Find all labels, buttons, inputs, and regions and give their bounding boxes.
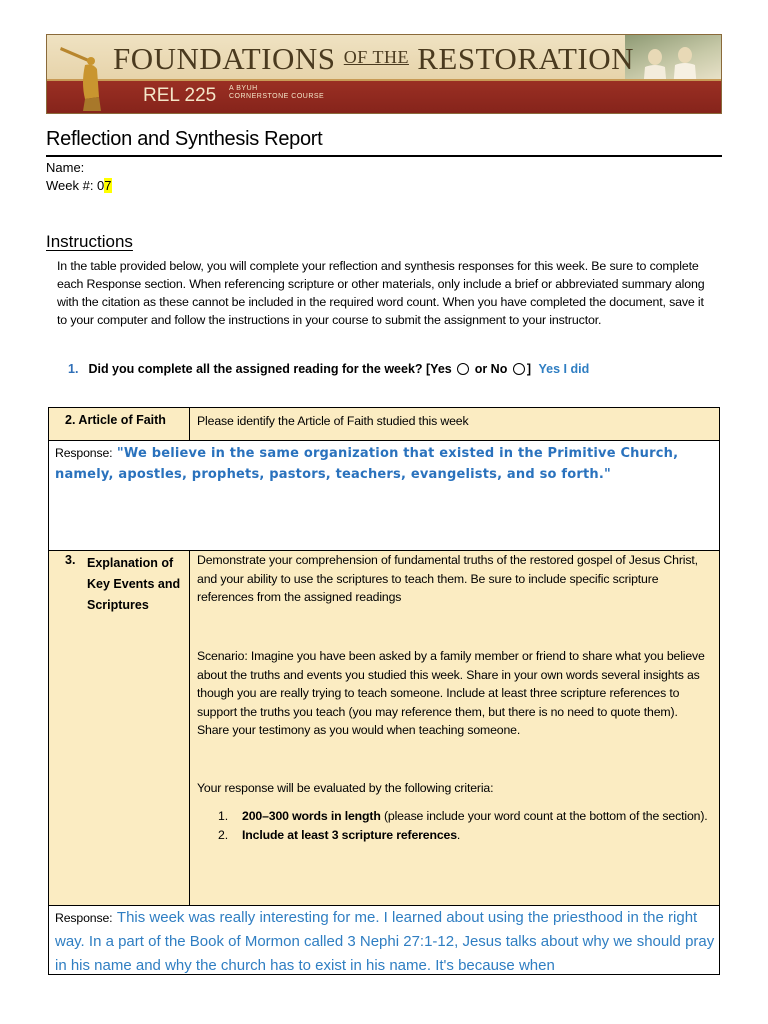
week-line	[46, 178, 112, 193]
key-events-criteria-intro: Your response will be evaluated by the following criteria:	[197, 781, 494, 795]
report-title: Reflection and Synthesis Report	[46, 128, 323, 150]
response-label: Response:	[55, 446, 113, 460]
question-number: 1.	[68, 362, 79, 376]
week-label: Week #: 0	[46, 178, 105, 193]
article-of-faith-response	[55, 443, 705, 485]
criteria-rest: .	[456, 827, 461, 842]
question-text: Did you complete all the assigned reading for the week? [Yes	[88, 362, 452, 376]
article-of-faith-label-cell	[48, 407, 190, 441]
name-label: Name:	[46, 160, 85, 175]
question-or-no: or No	[474, 362, 508, 376]
instructions-body: In the table provided below, you will complete your reflection and synthesis responses for this week. Be sure to complete each Response section. When referencing scripture or other materials, only include a brief or abbreviated summary along with the citation as these cannot be included in the required word count. When you have completed the document, save it to your computer and follow the instructions in your course to submit the assignment to your instructor.	[57, 259, 705, 327]
criteria-rest: (please include your word count at the bottom of the section).	[380, 809, 708, 823]
criteria-item	[218, 826, 708, 845]
criteria-bold: 200–300 words in length	[242, 809, 381, 823]
banner-title-part2: RESTORATION	[408, 41, 634, 76]
banner-title	[113, 41, 633, 81]
article-of-faith-response-cell[interactable]	[48, 440, 720, 551]
key-events-label-cell	[48, 550, 190, 906]
key-events-response-cell[interactable]	[48, 905, 720, 975]
title-rule	[46, 155, 722, 157]
criteria-bold: Include at least 3 scripture references	[242, 827, 457, 842]
course-banner	[46, 34, 722, 114]
course-code: REL 225	[143, 85, 217, 106]
no-radio[interactable]	[513, 363, 525, 375]
question-close-bracket: ]	[526, 362, 531, 376]
instructions-heading: Instructions	[46, 232, 133, 251]
criteria-item	[218, 807, 708, 826]
criteria-list	[218, 807, 708, 844]
reading-answer: Yes I did	[538, 362, 590, 376]
course-sub-line2: CORNERSTONE COURSE	[229, 93, 325, 100]
course-sub-line1: A BYUH	[229, 85, 258, 92]
banner-title-part1: FOUNDATIONS	[113, 41, 344, 76]
key-events-number: 3.	[65, 553, 76, 567]
article-of-faith-response-text: "We believe in the same organization that existed in the Primitive Church, namely, apostles, prophets, pastors, teachers, evangelists, and so forth."	[55, 446, 679, 482]
article-of-faith-prompt: Please identify the Article of Faith studied this week	[197, 414, 469, 428]
key-events-response-text: This week was really interesting for me. I learned about using the priesthood in the right way. In a part of the Book of Mormon called 3 Nephi 27:1-12, Jesus talks about why we should pray in his name and why the church has to exist in his name. It's because when	[55, 909, 715, 974]
article-of-faith-label: 2. Article of Faith	[65, 413, 166, 427]
banner-title-small: OF THE	[343, 47, 409, 67]
angel-moroni-logo	[55, 39, 111, 113]
week-value: 7	[104, 178, 112, 193]
key-events-scenario: Scenario: Imagine you have been asked by a family member or friend to share what you believe about the truths and events you studied this week. Share in your own words several insights as though you are really trying to teach someone. Include at least three scripture references to support the truths you teach (you may reference them, but there is no need to quote them). Share your testimony as you would when teaching someone.	[197, 649, 705, 737]
key-events-label: Explanation of Key Events and Scriptures	[87, 556, 181, 612]
course-subtitle	[229, 85, 324, 101]
key-events-response	[55, 906, 715, 978]
key-events-prompt-cell	[189, 550, 720, 906]
response-label: Response:	[55, 911, 113, 925]
key-events-instruction: Demonstrate your comprehension of fundamental truths of the restored gospel of Jesus Christ, and your ability to use the scriptures to teach them. Be sure to include specific scripture references from the assigned readings	[197, 553, 698, 604]
criteria-number: 2.	[218, 827, 228, 842]
criteria-number: 1.	[218, 809, 228, 823]
yes-radio[interactable]	[457, 363, 469, 375]
article-of-faith-prompt-cell	[189, 407, 720, 441]
reading-question	[68, 362, 589, 376]
